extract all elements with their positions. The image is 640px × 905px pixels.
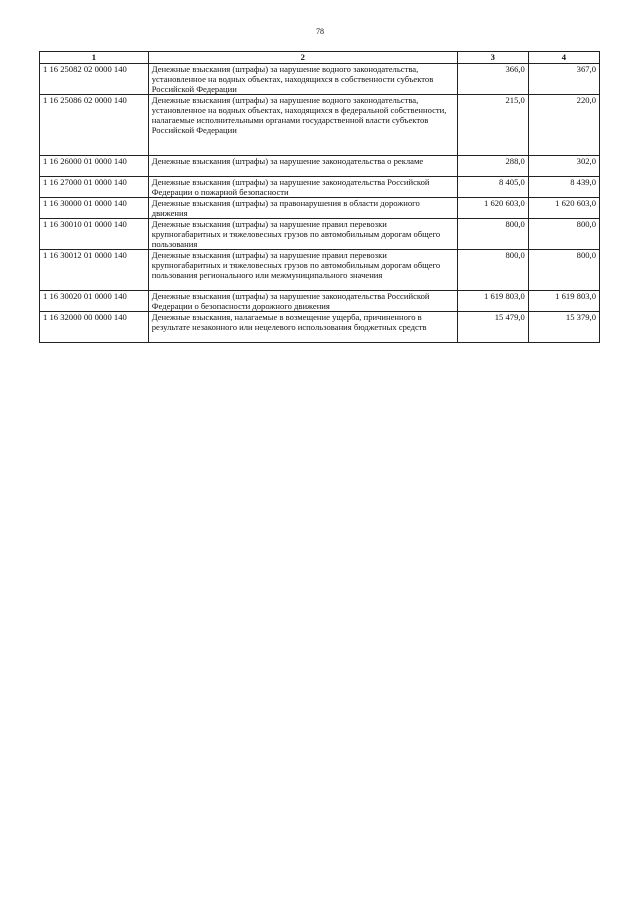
row-code: 1 16 30012 01 0000 140 (40, 250, 149, 291)
row-value-2: 1 620 603,0 (528, 198, 599, 219)
table-row (40, 198, 600, 219)
row-value-1: 366,0 (457, 64, 528, 95)
row-value-1: 800,0 (457, 250, 528, 291)
row-code: 1 16 25082 02 0000 140 (40, 64, 149, 95)
row-code: 1 16 30010 01 0000 140 (40, 219, 149, 250)
column-header-code: 1 (40, 52, 149, 64)
row-description: Денежные взыскания (штрафы) за нарушение правил перевозки крупногабаритных и тяжеловесных грузов по автомобильным дорогам общего пользования регионального или межмуниципального значения (148, 250, 457, 291)
column-header-description: 2 (148, 52, 457, 64)
row-value-2: 15 379,0 (528, 312, 599, 343)
row-value-1: 15 479,0 (457, 312, 528, 343)
row-code: 1 16 32000 00 0000 140 (40, 312, 149, 343)
row-value-2: 220,0 (528, 95, 599, 156)
column-header-value-2: 4 (528, 52, 599, 64)
page-number: 78 (316, 27, 324, 36)
row-description: Денежные взыскания (штрафы) за нарушение законодательства Российской Федерации о пожарной безопасности (148, 177, 457, 198)
row-value-1: 8 405,0 (457, 177, 528, 198)
row-description: Денежные взыскания (штрафы) за нарушение правил перевозки крупногабаритных и тяжеловесных грузов по автомобильным дорогам общего пользования (148, 219, 457, 250)
table-row (40, 95, 600, 156)
column-header-value-1: 3 (457, 52, 528, 64)
row-value-2: 800,0 (528, 219, 599, 250)
table-header-row (40, 52, 600, 64)
row-value-2: 302,0 (528, 156, 599, 177)
row-description: Денежные взыскания (штрафы) за нарушение водного законодательства, установленное на водных объектах, находящихся в собственности субъектов Российской Федерации (148, 64, 457, 95)
table-row (40, 312, 600, 343)
row-code: 1 16 27000 01 0000 140 (40, 177, 149, 198)
row-description: Денежные взыскания, налагаемые в возмещение ущерба, причиненного в результате незаконного или нецелевого использования бюджетных средств (148, 312, 457, 343)
table-row (40, 64, 600, 95)
table-row (40, 291, 600, 312)
row-value-1: 288,0 (457, 156, 528, 177)
row-value-1: 1 620 603,0 (457, 198, 528, 219)
row-code: 1 16 30000 01 0000 140 (40, 198, 149, 219)
row-code: 1 16 26000 01 0000 140 (40, 156, 149, 177)
row-value-1: 1 619 803,0 (457, 291, 528, 312)
row-description: Денежные взыскания (штрафы) за нарушение водного законодательства, установленное на водных объектах, находящихся в федеральной собственности, налагаемые исполнительными органами государственной власти субъектов Российской Федерации (148, 95, 457, 156)
row-value-2: 800,0 (528, 250, 599, 291)
row-value-2: 367,0 (528, 64, 599, 95)
row-value-2: 8 439,0 (528, 177, 599, 198)
row-description: Денежные взыскания (штрафы) за нарушение законодательства Российской Федерации о безопасности дорожного движения (148, 291, 457, 312)
table-row (40, 250, 600, 291)
table-row (40, 156, 600, 177)
row-value-1: 800,0 (457, 219, 528, 250)
table-row (40, 177, 600, 198)
row-code: 1 16 30020 01 0000 140 (40, 291, 149, 312)
row-code: 1 16 25086 02 0000 140 (40, 95, 149, 156)
row-value-1: 215,0 (457, 95, 528, 156)
row-value-2: 1 619 803,0 (528, 291, 599, 312)
row-description: Денежные взыскания (штрафы) за правонарушения в области дорожного движения (148, 198, 457, 219)
budget-revenue-table (39, 51, 600, 343)
row-description: Денежные взыскания (штрафы) за нарушение законодательства о рекламе (148, 156, 457, 177)
table-row (40, 219, 600, 250)
